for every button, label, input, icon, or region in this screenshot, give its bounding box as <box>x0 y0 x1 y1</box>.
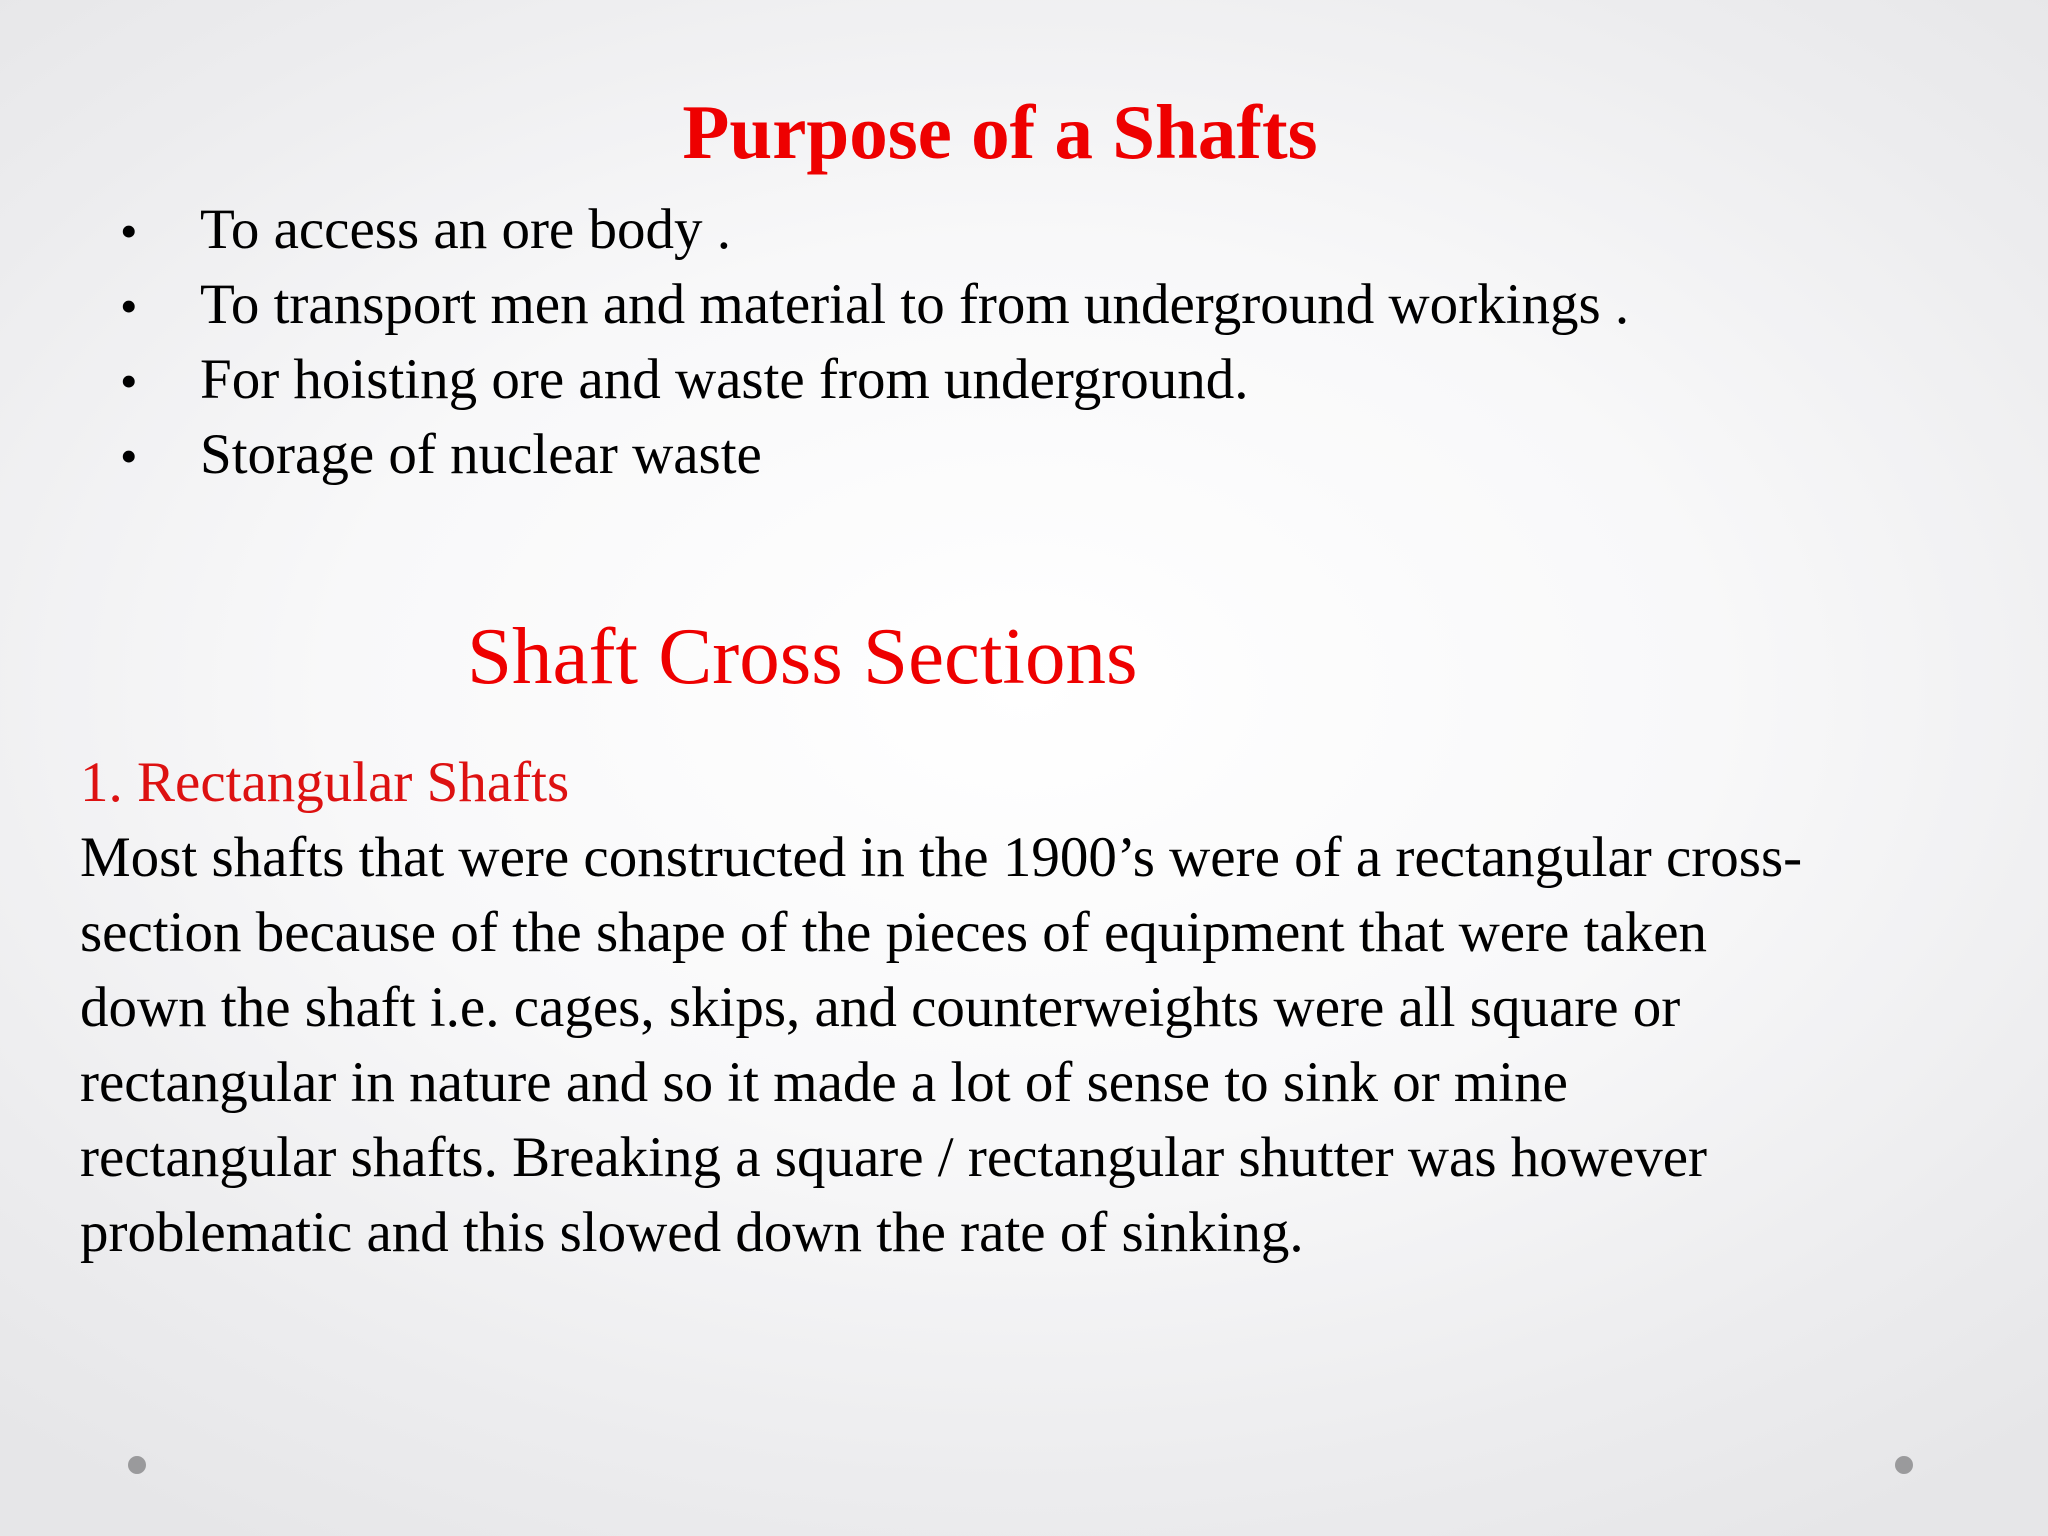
bullet-item <box>120 267 1629 342</box>
bullet-icon: • <box>120 428 138 484</box>
paragraph-line: down the shaft i.e. cages, skips, and counterweights were all square or <box>80 976 1681 1039</box>
bullet-list <box>120 192 1629 492</box>
bullet-icon: • <box>120 278 138 334</box>
bullet-item <box>120 342 1629 417</box>
bullet-icon: • <box>120 203 138 259</box>
slide-title: Purpose of a Shafts <box>682 89 1318 175</box>
paragraph-line: Most shafts that were constructed in the 1900’s were of a rectangular cross- <box>80 826 1803 889</box>
bullet-icon: • <box>120 353 138 409</box>
circle-dot-icon <box>128 1456 146 1474</box>
body-paragraph <box>80 820 1980 1270</box>
section-title: Shaft Cross Sections <box>467 611 1138 701</box>
bullet-text: To transport men and material to from underground workings . <box>200 273 1630 336</box>
paragraph-line: section because of the shape of the pieces of equipment that were taken <box>80 901 1708 964</box>
paragraph-line: rectangular shafts. Breaking a square / rectangular shutter was however <box>80 1126 1708 1189</box>
bullet-text: Storage of nuclear waste <box>200 423 762 486</box>
bullet-item <box>120 192 1629 267</box>
paragraph-line: rectangular in nature and so it made a lot of sense to sink or mine <box>80 1051 1568 1114</box>
paragraph-line: problematic and this slowed down the rate of sinking. <box>80 1201 1304 1264</box>
subheading: 1. Rectangular Shafts <box>80 751 570 814</box>
bullet-text: For hoisting ore and waste from underground. <box>200 348 1249 411</box>
circle-dot-icon <box>1895 1456 1913 1474</box>
bullet-text: To access an ore body . <box>200 198 731 261</box>
bullet-item <box>120 417 1629 492</box>
